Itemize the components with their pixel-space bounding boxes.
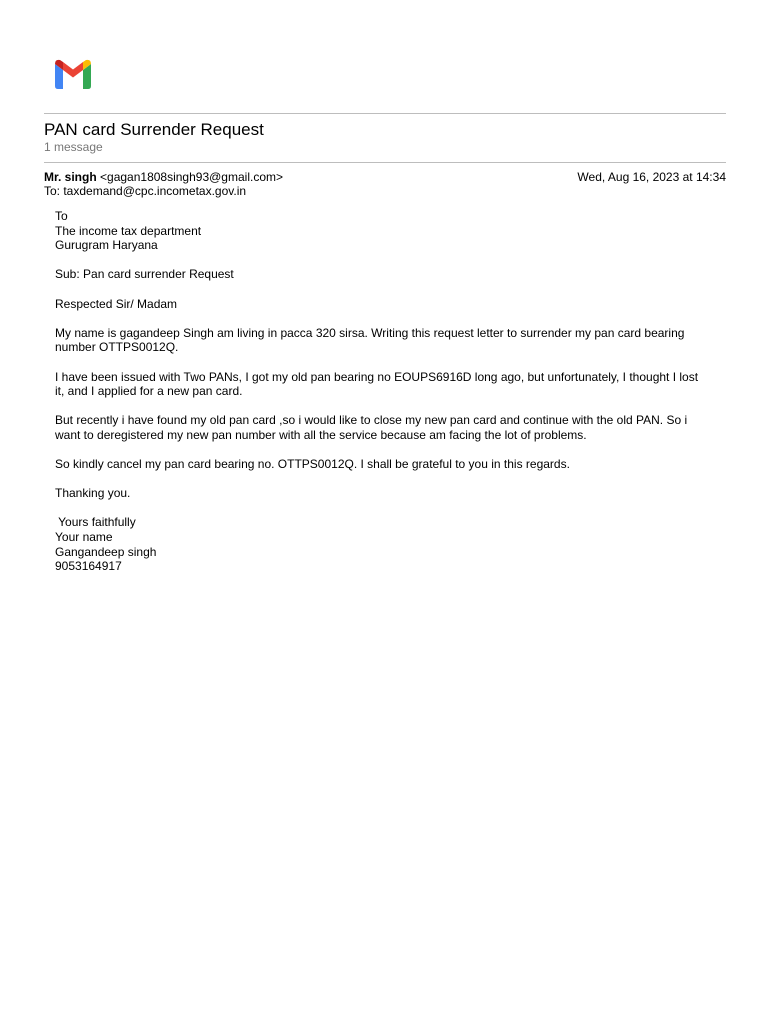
header-divider (44, 113, 726, 114)
paragraph-line: But recently i have found my old pan card ,so i would like to close my new pan card and continue with the old PAN. So i (55, 413, 688, 428)
paragraph (55, 326, 715, 355)
gmail-icon (52, 58, 94, 90)
address-line: To (55, 209, 68, 223)
paragraph-line: it, and I applied for a new pan card. (55, 384, 243, 399)
salutation: Respected Sir/ Madam (55, 296, 178, 311)
subject-divider (44, 162, 726, 163)
paragraph (55, 413, 715, 442)
signature-line: Your name (55, 530, 113, 545)
signature-line: 9053164917 (55, 559, 122, 574)
letter-subject: Sub: Pan card surrender Request (55, 267, 234, 282)
message-date: Wed, Aug 16, 2023 at 14:34 (577, 170, 726, 184)
gmail-logo (52, 58, 94, 90)
recipient-line: To: taxdemand@cpc.incometax.gov.in (44, 184, 247, 198)
address-line: The income tax department (55, 223, 202, 238)
message-count: 1 message (44, 140, 103, 154)
message-body (55, 209, 715, 588)
paragraph-line: number OTTPS0012Q. (55, 340, 179, 355)
paragraph-line: I have been issued with Two PANs, I got my old pan bearing no EOUPS6916D long ago, but unfortunately, I thought I lost (55, 369, 699, 384)
sender-name: Mr. singh (44, 170, 97, 184)
closing-thanks: Thanking you. (55, 486, 131, 501)
signature-block (55, 515, 715, 573)
signature-line: Gangandeep singh (55, 544, 157, 559)
paragraph-line: want to deregistered my new pan number with all the service because am facing the lot of problems. (55, 427, 587, 442)
address-block (55, 209, 715, 253)
paragraph-line: My name is gagandeep Singh am living in pacca 320 sirsa. Writing this request letter to surrender my pan card bearing (55, 325, 685, 340)
thread-subject: PAN card Surrender Request (44, 120, 264, 139)
signature-line: Yours faithfully (55, 515, 136, 530)
address-line: Gurugram Haryana (55, 238, 158, 253)
paragraph (55, 370, 715, 399)
sender-email: <gagan1808singh93@gmail.com> (100, 170, 283, 184)
paragraph: So kindly cancel my pan card bearing no. OTTPS0012Q. I shall be grateful to you in this regards. (55, 457, 570, 472)
